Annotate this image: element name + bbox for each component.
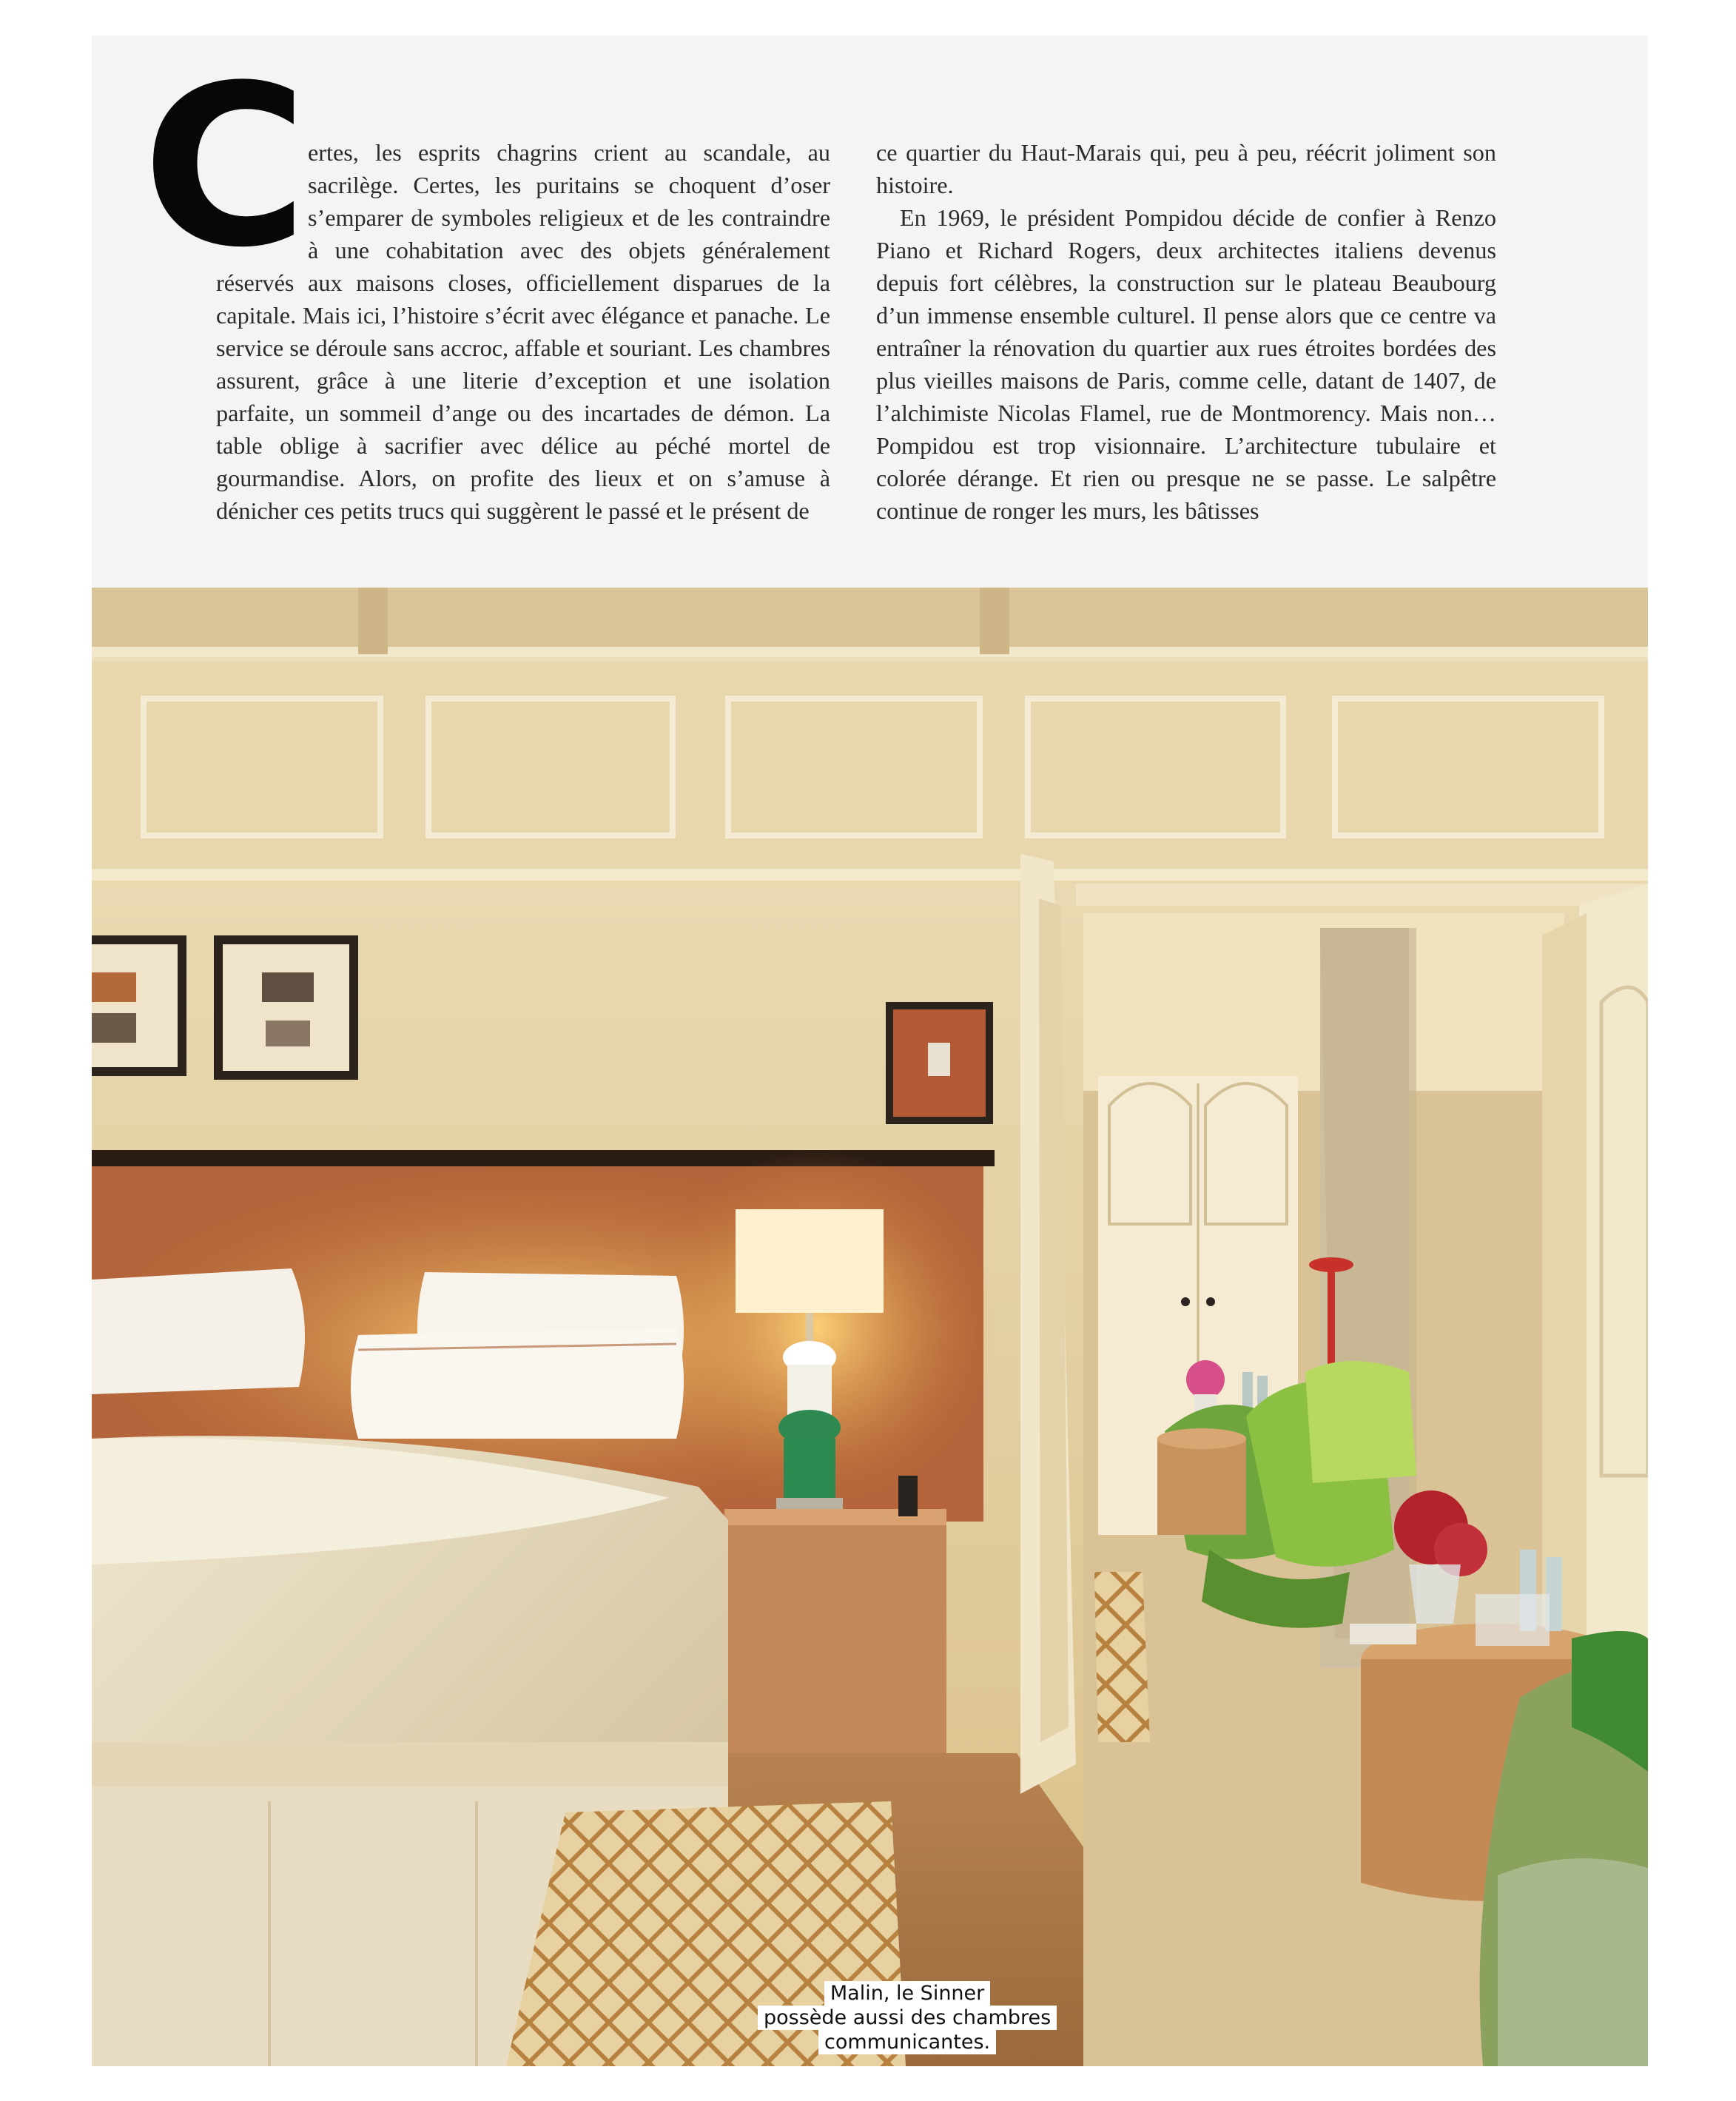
magazine-page: [92, 36, 1648, 2066]
caption-line-1: Malin, le Sinner: [824, 1981, 990, 2006]
drop-cap-spacer: [216, 136, 308, 266]
caption-line-2: possède aussi des chambres: [758, 2006, 1057, 2030]
left-column-text: ertes, les esprits chagrins crient au scandale, au sacrilège. Certes, les puritains se choquent d’oser s’emparer de symboles religieux et de les contraindre à une cohabitation avec des objets généralement réservés aux maisons closes, officiellement disparues de la capitale. Mais ici, l’histoire s’écrit avec élégance et panache. Le service se déroule sans accroc, affable et souriant. Les chambres assurent, grâce à une literie d’exception et une isolation parfaite, un sommeil d’ange ou des incartades de démon. La table oblige à sacrifier avec délice au péché mortel de gourmandise. Alors, on profite des lieux et on s’amuse à dénicher ces petits trucs qui suggèrent le passé et le présent de: [216, 136, 830, 527]
caption-line-3: communicantes.: [818, 2030, 996, 2054]
right-column-paragraph-1: ce quartier du Haut-Marais qui, peu à peu, réécrit joliment son histoire.: [876, 139, 1496, 198]
article-column-left: [216, 136, 830, 527]
photo-caption: [758, 1981, 1057, 2054]
hotel-room-photo: [92, 588, 1648, 2066]
hotel-room-illustration: [92, 588, 1648, 2066]
article-column-right: [876, 136, 1496, 527]
drop-cap: C: [141, 38, 309, 296]
right-column-paragraph-2: En 1969, le président Pompidou décide de confier à Renzo Piano et Richard Rogers, deux architectes italiens devenus depuis fort célèbres, la construction sur le plateau Beaubourg d’un immense ensemble culturel. Il pense alors que ce centre va entraîner la rénovation du quartier aux rues étroites bordées des plus vieilles maisons de Paris, comme celle, datant de 1407, de l’alchimiste Nicolas Flamel, rue de Montmorency. Mais non… Pompidou est trop visionnaire. L’architecture tubulaire et colorée dérange. Et rien ou presque ne se passe. Le salpêtre continue de ronger les murs, les bâtisses: [876, 204, 1496, 524]
